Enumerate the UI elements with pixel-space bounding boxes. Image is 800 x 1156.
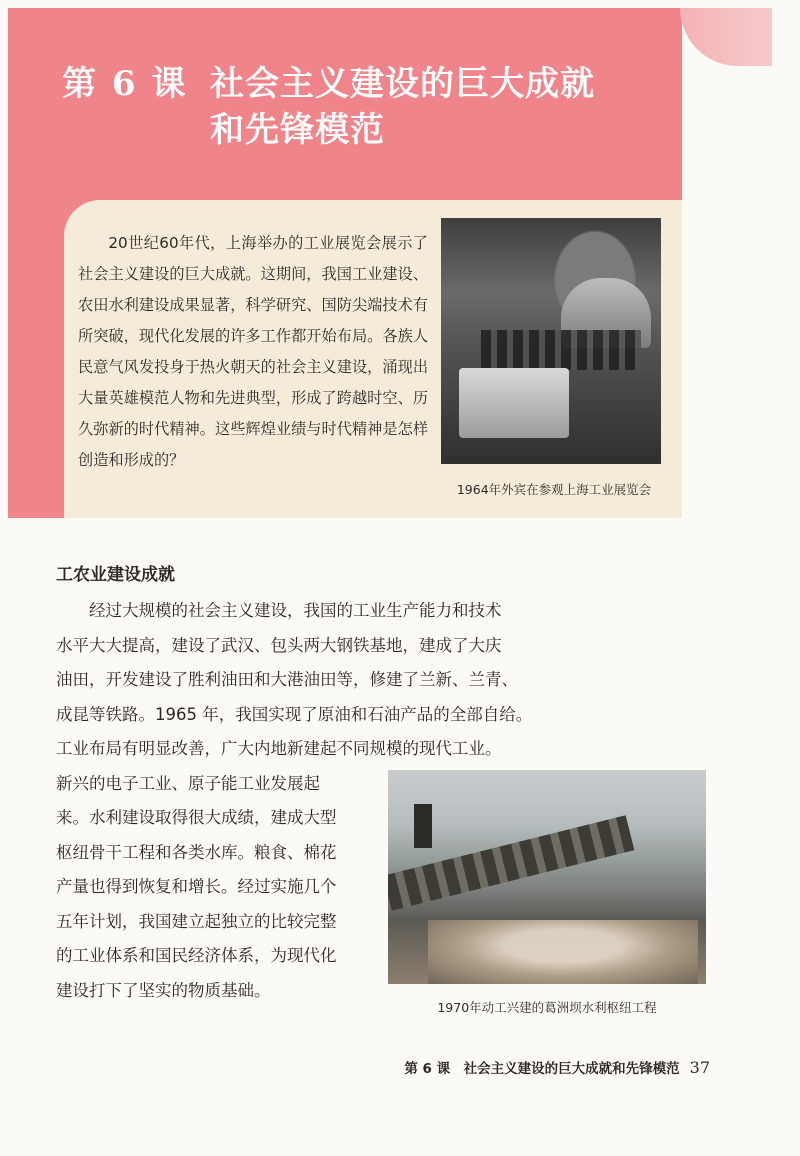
photo-crowd-shape bbox=[481, 330, 641, 370]
body-line: 工业布局有明显改善，广大内地新建起不同规模的现代工业。 bbox=[56, 739, 502, 758]
exhibition-photo-caption: 1964年外宾在参观上海工业展览会 bbox=[456, 482, 652, 497]
body-line: 油田，开发建设了胜利油田和大港油田等，修建了兰新、兰青、 bbox=[56, 670, 518, 689]
dam-photo-caption: 1970年动工兴建的葛洲坝水利枢纽工程 bbox=[437, 1000, 657, 1015]
body-line: 来。水利建设取得很大成绩，建成大型 bbox=[56, 808, 337, 827]
page-number: 37 bbox=[689, 1058, 710, 1077]
running-title: 第 6 课 社会主义建设的巨大成就和先锋模范 bbox=[404, 1061, 680, 1077]
body-line: 建设打下了坚实的物质基础。 bbox=[56, 980, 271, 1000]
body-line: 成昆等铁路。1965 年，我国实现了原油和石油产品的全部自给。 bbox=[56, 704, 533, 724]
exhibition-photo bbox=[441, 218, 661, 464]
body-line: 的工业体系和国民经济体系，为现代化 bbox=[56, 946, 337, 965]
body-line: 水平大大提高，建设了武汉、包头两大钢铁基地，建成了大庆 bbox=[56, 635, 502, 655]
intro-paragraph: 20世纪60年代，上海举办的工业展览会展示了社会主义建设的巨大成就。这期间，我国工业建设、农田水利建设成果显著，科学研究、国防尖端技术有所突破，现代化发展的许多工作都开始布局。各族人民意气风发投身于热火朝天的社会主义建设，涌现出大量英雄模范人物和先进典型，形成了跨越时空、历久弥新的时代精神。这些辉煌业绩与时代精神是怎样创造和形成的？ bbox=[78, 234, 428, 469]
body-line: 经过大规模的社会主义建设，我国的工业生产能力和技术 bbox=[89, 601, 502, 620]
body-line: 枢纽骨干工程和各类水库。粮食、棉花 bbox=[56, 842, 337, 862]
photo-water-spray-shape bbox=[428, 920, 698, 984]
photo-tower-shape bbox=[414, 804, 432, 848]
section-heading: 工农业建设成就 bbox=[56, 565, 175, 585]
header-corner-tab bbox=[682, 8, 772, 66]
lesson-title-line-2: 和先锋模范 bbox=[210, 110, 385, 150]
body-line: 新兴的电子工业、原子能工业发展起 bbox=[56, 773, 320, 793]
dam-photo bbox=[388, 770, 706, 984]
photo-machine-shape bbox=[459, 368, 569, 438]
body-line: 产量也得到恢复和增长。经过实施几个 bbox=[56, 877, 337, 896]
lesson-number: 第 6 课 bbox=[62, 64, 188, 104]
body-line: 五年计划，我国建立起独立的比较完整 bbox=[56, 911, 337, 931]
lesson-title-line-1: 社会主义建设的巨大成就 bbox=[210, 64, 595, 104]
page-footer bbox=[396, 1057, 710, 1077]
